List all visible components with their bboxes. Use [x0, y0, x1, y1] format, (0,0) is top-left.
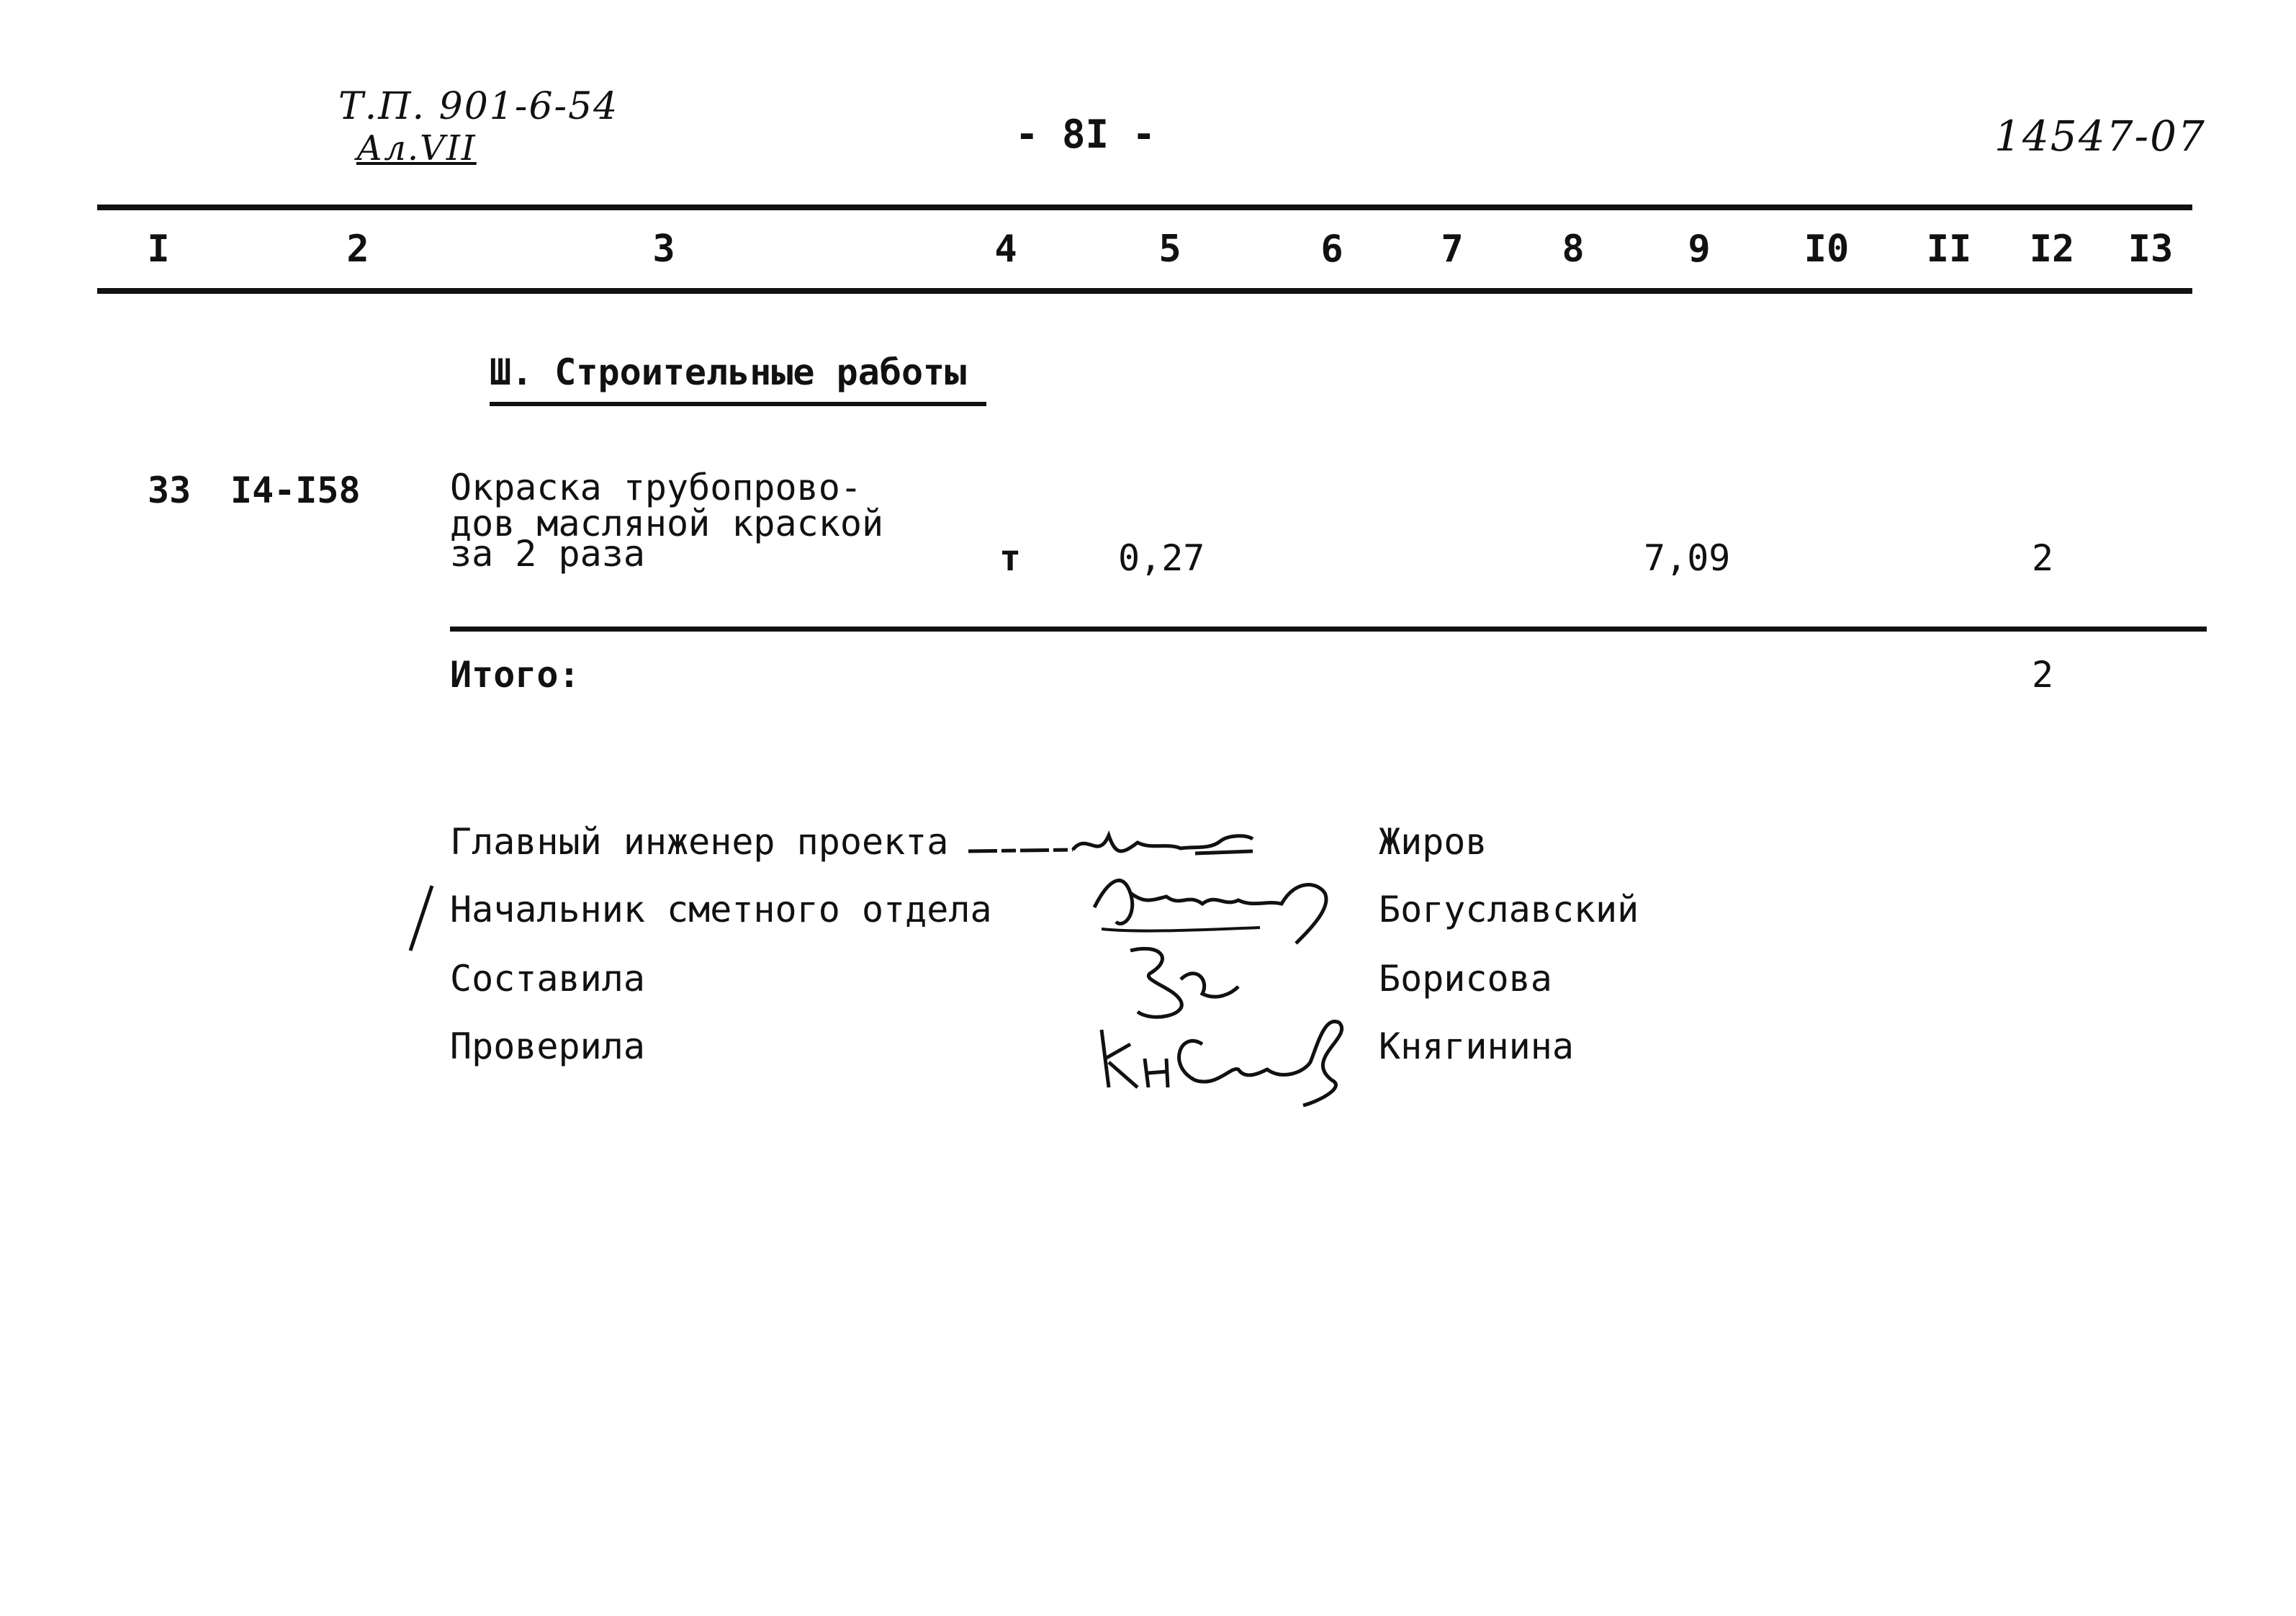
unit-cell: т	[999, 537, 1022, 579]
column-12-cell: 2	[2032, 537, 2054, 579]
page-number: - 8I -	[1015, 112, 1156, 157]
document-number: 14547-07	[1994, 112, 2206, 161]
work-description-line: за 2 раза	[450, 533, 645, 575]
column-9-cell: 7,09	[1644, 537, 1731, 579]
work-description-line: Окраска трубопрово-	[450, 467, 862, 508]
column-number: 6	[1320, 228, 1343, 271]
section-title: Ш. Строительные работы	[490, 351, 967, 393]
column-number: 2	[346, 228, 369, 271]
total-column-12: 2	[2032, 654, 2054, 696]
table-top-rule	[97, 205, 2192, 210]
column-number: 3	[652, 228, 675, 271]
album-number: Ал.VII	[356, 128, 477, 169]
signature-role: Составила	[450, 958, 645, 1000]
rate-code: I4-I58	[230, 470, 361, 511]
margin-mark	[403, 882, 439, 954]
column-number: 4	[994, 228, 1017, 271]
signatory-name: Борисова	[1379, 958, 1552, 1000]
signature-role: Начальник сметного отдела	[450, 889, 992, 930]
signature-drawing	[1087, 1001, 1375, 1109]
column-number: 5	[1158, 228, 1181, 271]
row-number: 33	[148, 470, 192, 511]
table-header-bottom-rule	[97, 288, 2192, 294]
work-description-line: дов масляной краской	[450, 503, 884, 544]
project-code: Т.П. 901-6-54	[338, 85, 619, 128]
signatory-name: Богуславский	[1379, 889, 1639, 930]
column-number: 8	[1562, 228, 1585, 271]
column-number: I3	[2128, 228, 2174, 271]
column-number: 7	[1441, 228, 1464, 271]
column-number: II	[1926, 228, 1972, 271]
quantity-cell: 0,27	[1118, 537, 1205, 579]
column-number: I2	[2029, 228, 2075, 271]
column-number: I0	[1804, 228, 1850, 271]
total-rule	[450, 627, 2207, 632]
signatory-name: Княгинина	[1379, 1025, 1574, 1067]
signature-role: Главный инженер проекта	[450, 821, 949, 863]
column-number: I	[147, 228, 170, 271]
section-title-underline	[490, 402, 986, 406]
signature-role: Проверила	[450, 1025, 645, 1067]
column-number: 9	[1688, 228, 1711, 271]
total-label: Итого:	[450, 654, 580, 696]
signatory-name: Жиров	[1379, 821, 1487, 863]
